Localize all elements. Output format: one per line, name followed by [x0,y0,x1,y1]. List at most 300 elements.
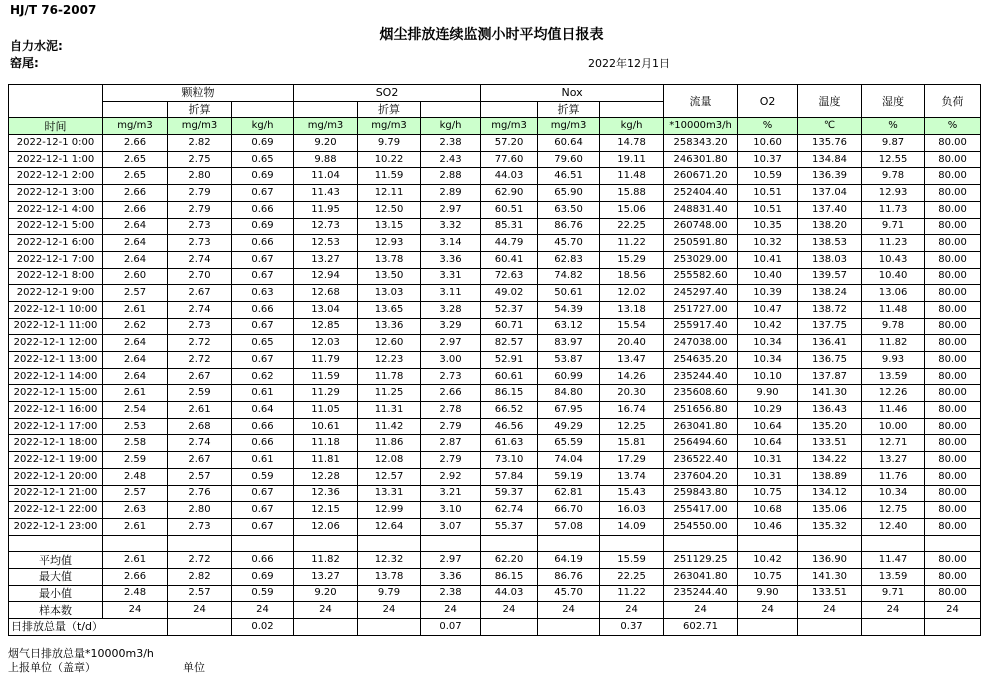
value-cell: 45.70 [538,235,600,252]
summary-value-cell: 44.03 [481,585,538,602]
value-cell: 2.79 [421,418,481,435]
value-cell: 57.20 [481,135,538,152]
value-cell: 11.59 [358,168,421,185]
header-time: 时间 [9,118,103,135]
value-cell: 77.60 [481,151,538,168]
value-cell: 52.37 [481,301,538,318]
value-cell: 3.11 [421,285,481,302]
value-cell: 11.73 [862,201,925,218]
value-cell: 83.97 [538,335,600,352]
value-cell: 63.50 [538,201,600,218]
value-cell: 80.00 [925,168,981,185]
value-cell: 10.68 [738,502,798,519]
summary-value-cell: 9.90 [738,585,798,602]
value-cell: 19.11 [600,151,664,168]
time-cell: 2022-12-1 7:00 [9,251,103,268]
header-o2: O2 [738,85,798,118]
value-cell: 138.20 [798,218,862,235]
value-cell: 2.64 [103,235,168,252]
value-cell: 2.64 [103,251,168,268]
value-cell: 11.79 [294,352,358,369]
value-cell: 80.00 [925,352,981,369]
value-cell: 3.29 [421,318,481,335]
summary-value-cell: 2.61 [103,552,168,569]
time-cell: 2022-12-1 6:00 [9,235,103,252]
value-cell: 2.97 [421,201,481,218]
value-cell: 3.36 [421,251,481,268]
value-cell: 255582.60 [664,268,738,285]
value-cell: 10.75 [738,485,798,502]
report-date: 2022年12月1日 [588,57,670,70]
value-cell: 67.95 [538,402,600,419]
value-cell: 134.22 [798,452,862,469]
value-cell: 12.57 [358,468,421,485]
value-cell: 9.90 [738,385,798,402]
table-row [9,285,981,302]
unit-cell: mg/m3 [481,118,538,135]
value-cell: 2.61 [103,301,168,318]
summary-value-cell: 2.97 [421,552,481,569]
value-cell: 15.81 [600,435,664,452]
value-cell: 13.27 [862,452,925,469]
value-cell: 80.00 [925,518,981,535]
unit-cell: kg/h [232,118,294,135]
value-cell: 10.61 [294,418,358,435]
value-cell: 0.65 [232,335,294,352]
value-cell: 10.60 [738,135,798,152]
summary-value-cell: 13.78 [358,568,421,585]
value-cell: 10.35 [738,218,798,235]
blank-cell [103,101,168,118]
value-cell: 2.63 [103,502,168,519]
summary-value-cell: 80.00 [925,585,981,602]
value-cell: 0.66 [232,301,294,318]
value-cell: 11.59 [294,368,358,385]
value-cell: 12.25 [600,418,664,435]
value-cell: 12.93 [862,185,925,202]
value-cell: 2.64 [103,218,168,235]
value-cell: 10.64 [738,435,798,452]
header-temp: 温度 [798,85,862,118]
table-row [9,402,981,419]
value-cell: 9.79 [358,135,421,152]
time-cell: 2022-12-1 22:00 [9,502,103,519]
blank-cell [358,535,421,552]
value-cell: 12.06 [294,518,358,535]
value-cell: 3.14 [421,235,481,252]
value-cell: 2.65 [103,151,168,168]
value-cell: 50.61 [538,285,600,302]
value-cell: 260671.20 [664,168,738,185]
value-cell: 3.07 [421,518,481,535]
blank-cell [294,101,358,118]
value-cell: 10.29 [738,402,798,419]
value-cell: 13.15 [358,218,421,235]
summary-value-cell: 9.71 [862,585,925,602]
value-cell: 12.53 [294,235,358,252]
group-so2: SO2 [294,85,481,102]
value-cell: 2.61 [168,402,232,419]
value-cell: 0.67 [232,502,294,519]
value-cell: 14.26 [600,368,664,385]
value-cell: 55.37 [481,518,538,535]
value-cell: 237604.20 [664,468,738,485]
summary-value-cell: 11.82 [294,552,358,569]
report-title: 烟尘排放连续监测小时平均值日报表 [379,27,604,43]
value-cell: 15.06 [600,201,664,218]
table-row [9,301,981,318]
value-cell: 2.53 [103,418,168,435]
value-cell: 138.53 [798,235,862,252]
value-cell: 3.21 [421,485,481,502]
value-cell: 12.93 [358,235,421,252]
value-cell: 13.18 [600,301,664,318]
value-cell: 252404.40 [664,185,738,202]
value-cell: 2.66 [103,135,168,152]
value-cell: 11.43 [294,185,358,202]
table-body [9,135,981,636]
company-label: 自力水泥: [10,39,63,53]
value-cell: 137.40 [798,201,862,218]
value-cell: 0.66 [232,418,294,435]
table-row [9,385,981,402]
value-cell: 62.74 [481,502,538,519]
value-cell: 13.04 [294,301,358,318]
value-cell: 12.15 [294,502,358,519]
table-row [9,318,981,335]
value-cell: 2.66 [103,201,168,218]
value-cell: 248831.40 [664,201,738,218]
time-cell: 2022-12-1 16:00 [9,402,103,419]
value-cell: 13.59 [862,368,925,385]
value-cell: 136.39 [798,168,862,185]
value-cell: 0.66 [232,201,294,218]
value-cell: 11.48 [600,168,664,185]
value-cell: 2.72 [168,352,232,369]
summary-value-cell: 2.57 [168,585,232,602]
value-cell: 3.00 [421,352,481,369]
value-cell: 74.82 [538,268,600,285]
value-cell: 254550.00 [664,518,738,535]
value-cell: 2.59 [103,452,168,469]
value-cell: 2.70 [168,268,232,285]
value-cell: 11.78 [358,368,421,385]
value-cell: 0.69 [232,135,294,152]
value-cell: 0.63 [232,285,294,302]
time-cell: 2022-12-1 14:00 [9,368,103,385]
summary-value-cell: 45.70 [538,585,600,602]
value-cell: 2.80 [168,502,232,519]
value-cell: 80.00 [925,235,981,252]
table-row [9,352,981,369]
value-cell: 10.37 [738,151,798,168]
value-cell: 12.94 [294,268,358,285]
time-cell: 2022-12-1 0:00 [9,135,103,152]
summary-value-cell: 0.66 [232,552,294,569]
value-cell: 258343.20 [664,135,738,152]
time-cell: 2022-12-1 5:00 [9,218,103,235]
value-cell: 12.60 [358,335,421,352]
value-cell: 10.40 [862,268,925,285]
time-cell: 2022-12-1 9:00 [9,285,103,302]
value-cell: 236522.40 [664,452,738,469]
table-row [9,452,981,469]
daily-total-cell: 602.71 [664,619,738,636]
table-row [9,268,981,285]
value-cell: 46.51 [538,168,600,185]
value-cell: 18.56 [600,268,664,285]
blank-cell [168,535,232,552]
value-cell: 10.32 [738,235,798,252]
value-cell: 235244.40 [664,368,738,385]
summary-value-cell: 11.47 [862,552,925,569]
time-cell: 2022-12-1 20:00 [9,468,103,485]
value-cell: 10.34 [862,485,925,502]
value-cell: 10.39 [738,285,798,302]
value-cell: 10.64 [738,418,798,435]
value-cell: 12.40 [862,518,925,535]
summary-value-cell: 24 [421,602,481,619]
value-cell: 2.67 [168,285,232,302]
header-group-row [9,85,981,102]
value-cell: 2.79 [421,452,481,469]
value-cell: 12.02 [600,285,664,302]
blank-cell [600,101,664,118]
unit-cell: mg/m3 [538,118,600,135]
value-cell: 2.92 [421,468,481,485]
value-cell: 0.67 [232,185,294,202]
value-cell: 10.34 [738,335,798,352]
summary-value-cell: 15.59 [600,552,664,569]
unit-cell: % [862,118,925,135]
value-cell: 0.62 [232,368,294,385]
value-cell: 2.73 [168,518,232,535]
value-cell: 80.00 [925,218,981,235]
blank-cell [103,535,168,552]
value-cell: 2.57 [103,285,168,302]
daily-total-cell [538,619,600,636]
value-cell: 80.00 [925,151,981,168]
value-cell: 0.59 [232,468,294,485]
value-cell: 134.12 [798,485,862,502]
value-cell: 3.10 [421,502,481,519]
unit-cell: ℃ [798,118,862,135]
value-cell: 60.41 [481,251,538,268]
summary-value-cell: 24 [168,602,232,619]
value-cell: 2.74 [168,251,232,268]
value-cell: 13.74 [600,468,664,485]
unit-cell: % [925,118,981,135]
unit-cell: *10000m3/h [664,118,738,135]
value-cell: 2.66 [103,185,168,202]
summary-value-cell: 24 [103,602,168,619]
value-cell: 11.18 [294,435,358,452]
value-cell: 12.36 [294,485,358,502]
table-row [9,468,981,485]
value-cell: 2.58 [103,435,168,452]
value-cell: 0.67 [232,485,294,502]
blank-cell [481,101,538,118]
value-cell: 20.30 [600,385,664,402]
value-cell: 2.65 [103,168,168,185]
value-cell: 10.59 [738,168,798,185]
value-cell: 9.87 [862,135,925,152]
time-cell: 2022-12-1 13:00 [9,352,103,369]
value-cell: 245297.40 [664,285,738,302]
summary-value-cell: 24 [232,602,294,619]
value-cell: 80.00 [925,251,981,268]
value-cell: 53.87 [538,352,600,369]
value-cell: 44.79 [481,235,538,252]
summary-value-cell: 136.90 [798,552,862,569]
value-cell: 10.34 [738,352,798,369]
time-cell: 2022-12-1 21:00 [9,485,103,502]
daily-total-row [9,619,981,636]
value-cell: 11.04 [294,168,358,185]
value-cell: 10.41 [738,251,798,268]
value-cell: 10.00 [862,418,925,435]
daily-total-label: 日排放总量（t/d） [9,619,168,636]
value-cell: 80.00 [925,452,981,469]
value-cell: 15.88 [600,185,664,202]
summary-label: 最大值 [9,568,103,585]
summary-value-cell: 80.00 [925,552,981,569]
blank-cell [232,535,294,552]
value-cell: 80.00 [925,468,981,485]
value-cell: 62.90 [481,185,538,202]
value-cell: 2.97 [421,335,481,352]
time-cell: 2022-12-1 17:00 [9,418,103,435]
value-cell: 0.67 [232,251,294,268]
summary-value-cell: 263041.80 [664,568,738,585]
value-cell: 9.78 [862,168,925,185]
value-cell: 11.05 [294,402,358,419]
value-cell: 12.26 [862,385,925,402]
summary-value-cell: 24 [862,602,925,619]
daily-total-cell [798,619,862,636]
value-cell: 0.67 [232,318,294,335]
value-cell: 84.80 [538,385,600,402]
value-cell: 66.52 [481,402,538,419]
value-cell: 2.80 [168,168,232,185]
value-cell: 9.71 [862,218,925,235]
time-cell: 2022-12-1 18:00 [9,435,103,452]
value-cell: 2.73 [421,368,481,385]
value-cell: 263041.80 [664,418,738,435]
value-cell: 10.42 [738,318,798,335]
value-cell: 254635.20 [664,352,738,369]
summary-value-cell: 24 [481,602,538,619]
value-cell: 13.50 [358,268,421,285]
value-cell: 13.47 [600,352,664,369]
value-cell: 60.51 [481,201,538,218]
value-cell: 250591.80 [664,235,738,252]
corner-cell [9,85,103,118]
value-cell: 63.12 [538,318,600,335]
blank-cell [421,101,481,118]
value-cell: 2.61 [103,518,168,535]
value-cell: 85.31 [481,218,538,235]
value-cell: 11.48 [862,301,925,318]
value-cell: 20.40 [600,335,664,352]
value-cell: 136.75 [798,352,862,369]
value-cell: 247038.00 [664,335,738,352]
value-cell: 9.93 [862,352,925,369]
value-cell: 54.39 [538,301,600,318]
unit-cell: % [738,118,798,135]
daily-total-cell: 0.07 [421,619,481,636]
summary-value-cell: 0.69 [232,568,294,585]
value-cell: 12.11 [358,185,421,202]
summary-value-cell: 2.66 [103,568,168,585]
value-cell: 2.74 [168,301,232,318]
value-cell: 10.51 [738,201,798,218]
value-cell: 14.78 [600,135,664,152]
value-cell: 0.61 [232,452,294,469]
summary-value-cell: 24 [538,602,600,619]
summary-value-cell: 9.20 [294,585,358,602]
summary-value-cell: 64.19 [538,552,600,569]
value-cell: 2.60 [103,268,168,285]
summary-label: 样本数 [9,602,103,619]
value-cell: 14.09 [600,518,664,535]
value-cell: 0.67 [232,518,294,535]
value-cell: 0.69 [232,168,294,185]
unit-cell: mg/m3 [103,118,168,135]
table-row [9,185,981,202]
value-cell: 0.64 [232,402,294,419]
time-cell: 2022-12-1 19:00 [9,452,103,469]
table-row [9,201,981,218]
value-cell: 15.54 [600,318,664,335]
summary-value-cell: 141.30 [798,568,862,585]
value-cell: 15.29 [600,251,664,268]
daily-total-cell [168,619,232,636]
value-cell: 12.68 [294,285,358,302]
group-nox: Nox [481,85,664,102]
daily-total-cell [294,619,358,636]
value-cell: 2.62 [103,318,168,335]
value-cell: 16.74 [600,402,664,419]
value-cell: 9.20 [294,135,358,152]
value-cell: 2.89 [421,185,481,202]
value-cell: 11.42 [358,418,421,435]
unit-label: 单位 [183,661,205,674]
time-cell: 2022-12-1 15:00 [9,385,103,402]
time-cell: 2022-12-1 8:00 [9,268,103,285]
value-cell: 2.87 [421,435,481,452]
value-cell: 80.00 [925,268,981,285]
value-cell: 135.20 [798,418,862,435]
value-cell: 11.82 [862,335,925,352]
unit-cell: kg/h [600,118,664,135]
value-cell: 2.68 [168,418,232,435]
value-cell: 74.04 [538,452,600,469]
summary-value-cell: 10.75 [738,568,798,585]
value-cell: 2.73 [168,218,232,235]
value-cell: 2.67 [168,368,232,385]
daily-total-cell: 0.37 [600,619,664,636]
value-cell: 134.84 [798,151,862,168]
report-unit-label: 上报单位（盖章） [8,661,96,674]
value-cell: 12.75 [862,502,925,519]
value-cell: 12.50 [358,201,421,218]
value-cell: 137.87 [798,368,862,385]
value-cell: 2.54 [103,402,168,419]
value-cell: 253029.00 [664,251,738,268]
value-cell: 259843.80 [664,485,738,502]
summary-value-cell: 3.36 [421,568,481,585]
